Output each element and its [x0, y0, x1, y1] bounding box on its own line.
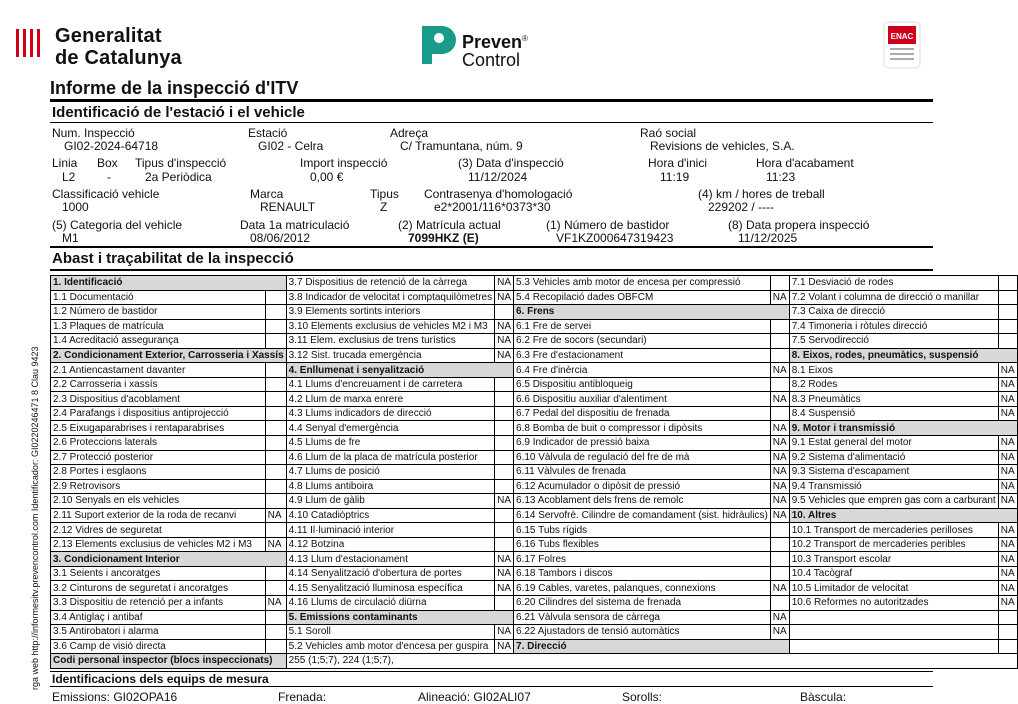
equip-sorolls: Sorolls:: [622, 690, 663, 704]
item-cell: 4.3 Llums indicadors de direcció: [286, 406, 494, 421]
km-value: 229202 / ----: [708, 200, 775, 214]
na-cell: NA: [770, 465, 789, 480]
table-row: [51, 523, 1018, 538]
table-row: [51, 537, 1018, 552]
na-cell: [265, 305, 286, 320]
na-cell: [265, 392, 286, 407]
na-cell: [998, 276, 1017, 291]
na-cell: [265, 639, 286, 654]
inspection-items-table: [50, 275, 1018, 669]
na-cell: [998, 290, 1017, 305]
na-cell: [495, 537, 514, 552]
item-cell: 8.1 Eixos: [789, 363, 998, 378]
item-cell: 6.4 Fre d'inèrcia: [514, 363, 771, 378]
marca-label: Marca: [250, 187, 284, 201]
na-cell: [265, 406, 286, 421]
na-cell: [265, 421, 286, 436]
na-cell: NA: [770, 479, 789, 494]
table-row: [51, 450, 1018, 465]
item-cell: 3.8 Indicador de velocitat i comptaquilòmetres: [286, 290, 494, 305]
na-cell: [265, 465, 286, 480]
na-cell: [770, 377, 789, 392]
item-cell: 3.1 Seients i ancoratges: [51, 566, 266, 581]
linia-value: L2: [62, 170, 76, 184]
na-cell: [495, 508, 514, 523]
item-cell: 2.2 Carrosseria i xassís: [51, 377, 266, 392]
equip-rule-bottom: [50, 686, 933, 687]
organization-name: Generalitat de Catalunya: [55, 25, 182, 69]
table-row: [51, 406, 1018, 421]
na-cell: [265, 334, 286, 349]
marca-value: RENAULT: [260, 200, 316, 214]
item-cell: 4.5 Llums de fre: [286, 436, 494, 451]
equip-frenada: Frenada:: [278, 690, 327, 704]
na-cell: NA: [495, 290, 514, 305]
table-row: [51, 625, 1018, 640]
na-cell: [770, 276, 789, 291]
na-cell: [770, 319, 789, 334]
table-row: [51, 334, 1018, 349]
section-header-cell: 7. Direcció: [514, 639, 790, 654]
data-matriculacio-label: Data 1a matriculació: [240, 218, 350, 232]
item-cell: 2.3 Dispositius d'acoblament: [51, 392, 266, 407]
item-cell: 2.5 Eixugaparabrises i rentaparabrises: [51, 421, 266, 436]
table-row: [51, 610, 1018, 625]
item-cell: 7.3 Caixa de direcció: [789, 305, 998, 320]
na-cell: NA: [265, 508, 286, 523]
table-row: [51, 319, 1018, 334]
table-row: [51, 465, 1018, 480]
prevencontrol-logo: [420, 24, 456, 66]
item-cell: 2.10 Senyals en els vehicles: [51, 494, 266, 509]
item-cell: 5.2 Vehicles amb motor d'encesa per guspira: [286, 639, 494, 654]
item-cell: 4.12 Botzina: [286, 537, 494, 552]
item-cell: 9.5 Vehicles que empren gas com a carburant: [789, 494, 998, 509]
categoria-value: M1: [62, 231, 79, 245]
item-cell: 6.12 Acumulador o dipòsit de pressió: [514, 479, 771, 494]
na-cell: [265, 436, 286, 451]
table-row: [51, 377, 1018, 392]
hora-inici-label: Hora d'inici: [648, 156, 707, 170]
section-rule: [50, 122, 933, 123]
item-cell: 8.4 Suspensió: [789, 406, 998, 421]
equip-emissions: Emissions: GI02OPA16: [52, 690, 178, 704]
box-value: -: [107, 170, 111, 184]
na-cell: NA: [998, 465, 1017, 480]
na-cell: NA: [770, 610, 789, 625]
section-header-cell: 5. Emissions contaminants: [286, 610, 513, 625]
item-cell: 4.9 Llum de gàlib: [286, 494, 494, 509]
item-cell: 3.7 Dispositius de retenció de la càrrega: [286, 276, 494, 291]
na-cell: [998, 305, 1017, 320]
na-cell: NA: [495, 494, 514, 509]
num-inspeccio-value: GI02-2024-64718: [64, 139, 159, 153]
equip-bascula: Bàscula:: [800, 690, 847, 704]
hora-acabament-value: 11:23: [766, 170, 796, 184]
na-cell: NA: [770, 625, 789, 640]
inspector-codes-cell: 255 (1;5;7), 224 (1;5;7),: [286, 654, 1017, 669]
table-row: [51, 276, 1018, 291]
item-cell: 8.3 Pneumàtics: [789, 392, 998, 407]
na-cell: [265, 319, 286, 334]
na-cell: [770, 348, 789, 363]
generalitat-logo: [14, 27, 44, 59]
table-row: [51, 392, 1018, 407]
item-cell: 6.1 Fre de servei: [514, 319, 771, 334]
na-cell: [265, 363, 286, 378]
item-cell: 1.3 Plaques de matrícula: [51, 319, 266, 334]
na-cell: [495, 479, 514, 494]
section-identification-title: Identificació de l'estació i el vehicle: [52, 104, 305, 121]
item-cell: 6.14 Servofrè. Cilindre de comandament (sist. hidràulics): [514, 508, 771, 523]
na-cell: NA: [770, 436, 789, 451]
item-cell: 3.3 Dispositiu de retenció per a infants: [51, 596, 266, 611]
item-cell: 5.4 Recopilació dades OBFCM: [514, 290, 771, 305]
table-row: [51, 639, 1018, 654]
na-cell: [998, 625, 1017, 640]
data-matriculacio-value: 08/06/2012: [250, 231, 311, 245]
na-cell: [998, 610, 1017, 625]
item-cell: 7.4 Timoneria i ròtules direcció: [789, 319, 998, 334]
table-row: [51, 566, 1018, 581]
tipus-inspeccio-label: Tipus d'inspecció: [135, 156, 227, 170]
na-cell: [265, 494, 286, 509]
na-cell: NA: [998, 537, 1017, 552]
na-cell: NA: [998, 450, 1017, 465]
na-cell: NA: [495, 639, 514, 654]
item-cell: 10.3 Transport escolar: [789, 552, 998, 567]
propera-inspeccio-value: 11/12/2025: [738, 231, 798, 245]
item-cell: 2.12 Vidres de seguretat: [51, 523, 266, 538]
enac-logo: [884, 22, 920, 68]
item-cell: 6.13 Acoblament dels frens de remolc: [514, 494, 771, 509]
na-cell: NA: [495, 625, 514, 640]
adreca-value: C/ Tramuntana, núm. 9: [400, 139, 523, 153]
item-cell: 4.15 Senyalització lluminosa específica: [286, 581, 494, 596]
table-row: [51, 596, 1018, 611]
table-row: [51, 421, 1018, 436]
equip-alineacio: Alineació: GI02ALI07: [418, 690, 531, 704]
na-cell: [265, 610, 286, 625]
item-cell: 10.2 Transport de mercaderies peribles: [789, 537, 998, 552]
item-cell: 3.5 Antirobatori i alarma: [51, 625, 266, 640]
rao-social-label: Raó social: [640, 126, 697, 140]
section-header-cell: 8. Eixos, rodes, pneumàtics, suspensió: [789, 348, 1017, 363]
prevencontrol-wordmark: Preven® Control: [462, 32, 528, 70]
item-cell: 6.19 Cables, varetes, palanques, connexions: [514, 581, 771, 596]
na-cell: [495, 523, 514, 538]
estacio-value: GI02 - Celra: [258, 139, 324, 153]
na-cell: NA: [998, 552, 1017, 567]
na-cell: NA: [998, 392, 1017, 407]
item-cell: 5.3 Vehicles amb motor de encesa per compressió: [514, 276, 771, 291]
na-cell: [495, 406, 514, 421]
equip-title: Identificacions dels equips de mesura: [52, 672, 269, 686]
na-cell: NA: [495, 581, 514, 596]
matricula-value: 7099HKZ (E): [408, 231, 479, 245]
item-cell: 8.2 Rodes: [789, 377, 998, 392]
section2-rule-bottom: [50, 269, 933, 271]
item-cell: 1.4 Acreditació assegurança: [51, 334, 266, 349]
tipus-value: Z: [380, 200, 388, 214]
item-cell: 10.4 Tacògraf: [789, 566, 998, 581]
item-cell: 6.15 Tubs rígids: [514, 523, 771, 538]
item-cell: 6.21 Vàlvula sensora de càrrega: [514, 610, 771, 625]
section-header-cell: 3. Condicionament Interior: [51, 552, 287, 567]
na-cell: NA: [998, 406, 1017, 421]
data-inspeccio-value: 11/12/2024: [468, 170, 528, 184]
na-cell: NA: [998, 494, 1017, 509]
section-header-cell: 2. Condicionament Exterior, Carrosseria i Xassís: [51, 348, 287, 363]
item-cell: 3.9 Elements sortints interiors: [286, 305, 494, 320]
report-title: Informe de la inspecció d'ITV: [50, 78, 299, 98]
na-cell: [770, 552, 789, 567]
item-cell: 3.6 Camp de visió directa: [51, 639, 266, 654]
item-cell: 6.5 Dispositiu antibloqueig: [514, 377, 771, 392]
na-cell: [998, 334, 1017, 349]
table-row: [51, 479, 1018, 494]
na-cell: [265, 377, 286, 392]
categoria-label: (5) Categoria del vehicle: [52, 218, 183, 232]
table-row: [51, 348, 1018, 363]
na-cell: NA: [495, 334, 514, 349]
item-cell: 7.1 Desviació de rodes: [789, 276, 998, 291]
item-cell: 2.8 Portes i esglaons: [51, 465, 266, 480]
classificacio-label: Classificació vehicle: [52, 187, 160, 201]
item-cell: 3.4 Antiglaç i antibaf: [51, 610, 266, 625]
na-cell: NA: [998, 596, 1017, 611]
item-cell: 6.22 Ajustadors de tensió automàtics: [514, 625, 771, 640]
item-cell: 4.6 Llum de la placa de matrícula posterior: [286, 450, 494, 465]
item-cell: 4.7 Llums de posició: [286, 465, 494, 480]
box-label: Box: [97, 156, 118, 170]
data-inspeccio-label: (3) Data d'inspecció: [458, 156, 564, 170]
item-cell: 4.11 Il·luminació interior: [286, 523, 494, 538]
na-cell: [770, 566, 789, 581]
section-header-cell: Codi personal inspector (blocs inspeccionats): [51, 654, 287, 669]
na-cell: NA: [265, 537, 286, 552]
na-cell: NA: [495, 319, 514, 334]
item-cell: 3.10 Elements exclusius de vehicles M2 i M3: [286, 319, 494, 334]
na-cell: [998, 319, 1017, 334]
na-cell: NA: [770, 290, 789, 305]
svg-text:ENAC: ENAC: [890, 32, 914, 41]
num-inspeccio-label: Num. Inspecció: [52, 126, 135, 140]
na-cell: [770, 334, 789, 349]
item-cell: 4.16 Llums de circulació diürna: [286, 596, 494, 611]
item-cell: 6.11 Vàlvules de frenada: [514, 465, 771, 480]
item-cell: 4.2 Llum de marxa enrere: [286, 392, 494, 407]
estacio-label: Estació: [248, 126, 288, 140]
item-cell: 6.2 Fre de socors (secundari): [514, 334, 771, 349]
item-cell: 6.8 Bomba de buit o compressor i dipòsits: [514, 421, 771, 436]
item-cell: 6.17 Folres: [514, 552, 771, 567]
item-cell: 2.4 Parafangs i dispositius antiprojecció: [51, 406, 266, 421]
bastidor-value: VF1KZ000647319423: [556, 231, 674, 245]
na-cell: [495, 377, 514, 392]
rao-social-value: Revisions de vehicles, S.A.: [650, 139, 795, 153]
table-row: [51, 552, 1018, 567]
item-cell: 4.10 Catadiòptrics: [286, 508, 494, 523]
linia-label: Linia: [52, 156, 78, 170]
na-cell: NA: [998, 581, 1017, 596]
hora-inici-value: 11:19: [660, 170, 690, 184]
na-cell: [265, 566, 286, 581]
na-cell: [998, 639, 1017, 654]
na-cell: [495, 392, 514, 407]
section-header-cell: 10. Altres: [789, 508, 1017, 523]
na-cell: [265, 290, 286, 305]
table-row: [51, 290, 1018, 305]
na-cell: [265, 450, 286, 465]
item-cell: 7.5 Servodirecció: [789, 334, 998, 349]
item-cell: 4.8 Llums antiboira: [286, 479, 494, 494]
item-cell: 2.6 Proteccions laterals: [51, 436, 266, 451]
section-header-cell: 4. Enllumenat i senyalització: [286, 363, 513, 378]
na-cell: [770, 596, 789, 611]
table-row: [51, 494, 1018, 509]
na-cell: NA: [495, 552, 514, 567]
item-cell: 1.1 Documentació: [51, 290, 266, 305]
item-cell: [789, 625, 998, 640]
item-cell: 10.6 Reformes no autoritzades: [789, 596, 998, 611]
item-cell: 6.7 Pedal del dispositiu de frenada: [514, 406, 771, 421]
na-cell: NA: [998, 479, 1017, 494]
item-cell: 6.6 Dispositiu auxiliar d'alentiment: [514, 392, 771, 407]
table-row: [51, 654, 1018, 669]
item-cell: 9.4 Transmissió: [789, 479, 998, 494]
section-header-cell: 6. Frens: [514, 305, 790, 320]
item-cell: 6.18 Tambors i discos: [514, 566, 771, 581]
na-cell: NA: [998, 377, 1017, 392]
table-row: [51, 305, 1018, 320]
item-cell: 3.11 Elem. exclusius de trens turístics: [286, 334, 494, 349]
item-cell: 6.10 Vàlvula de regulació del fre de mà: [514, 450, 771, 465]
na-cell: [495, 596, 514, 611]
tipus-label: Tipus: [370, 187, 399, 201]
na-cell: NA: [998, 566, 1017, 581]
item-cell: 4.1 Llums d'encreuament i de carretera: [286, 377, 494, 392]
item-cell: 3.2 Cinturons de seguretat i ancoratges: [51, 581, 266, 596]
na-cell: NA: [998, 436, 1017, 451]
na-cell: [495, 421, 514, 436]
side-verification-text: rga web http://informesitv.prevencontrol.com Identificador: GI0220246471 8 Clau 9423: [30, 346, 40, 690]
na-cell: NA: [770, 363, 789, 378]
item-cell: 9.1 Estat general del motor: [789, 436, 998, 451]
na-cell: NA: [495, 348, 514, 363]
table-row: [51, 508, 1018, 523]
na-cell: [265, 581, 286, 596]
na-cell: NA: [770, 508, 789, 523]
na-cell: [495, 305, 514, 320]
import-value: 0,00 €: [310, 170, 344, 184]
item-cell: 9.3 Sistema d'escapament: [789, 465, 998, 480]
contrasenya-label: Contrasenya d'homologació: [424, 187, 573, 201]
item-cell: 2.9 Retrovisors: [51, 479, 266, 494]
item-cell: [789, 639, 998, 654]
title-rule: [50, 99, 933, 102]
item-cell: [789, 610, 998, 625]
item-cell: 10.1 Transport de mercaderies perilloses: [789, 523, 998, 538]
item-cell: 5.1 Soroll: [286, 625, 494, 640]
item-cell: 2.13 Elements exclusius de vehicles M2 i M3: [51, 537, 266, 552]
item-cell: 1.2 Número de bastidor: [51, 305, 266, 320]
na-cell: NA: [770, 392, 789, 407]
adreca-label: Adreça: [390, 126, 429, 140]
classificacio-value: 1000: [62, 200, 89, 214]
na-cell: [770, 537, 789, 552]
na-cell: [495, 436, 514, 451]
item-cell: 10.5 Limitador de velocitat: [789, 581, 998, 596]
section2-rule-top: [50, 246, 933, 248]
km-label: (4) km / hores de treball: [698, 187, 825, 201]
na-cell: [265, 625, 286, 640]
na-cell: NA: [770, 581, 789, 596]
na-cell: [770, 523, 789, 538]
item-cell: 2.7 Protecció posterior: [51, 450, 266, 465]
na-cell: NA: [265, 596, 286, 611]
item-cell: 4.14 Senyalització d'obertura de portes: [286, 566, 494, 581]
section-header-cell: 9. Motor i transmissió: [789, 421, 1017, 436]
hora-acabament-label: Hora d'acabament: [756, 156, 854, 170]
na-cell: [495, 465, 514, 480]
na-cell: [495, 450, 514, 465]
na-cell: [770, 406, 789, 421]
na-cell: NA: [998, 363, 1017, 378]
item-cell: 6.20 Cilindres del sistema de frenada: [514, 596, 771, 611]
section-header-cell: 1. Identificació: [51, 276, 287, 291]
propera-inspeccio-label: (8) Data propera inspecció: [728, 218, 870, 232]
na-cell: [265, 479, 286, 494]
tipus-inspeccio-value: 2a Periòdica: [145, 170, 212, 184]
import-label: Import inspecció: [300, 156, 388, 170]
item-cell: 3.12 Sist. trucada emergència: [286, 348, 494, 363]
na-cell: NA: [770, 450, 789, 465]
matricula-label: (2) Matrícula actual: [398, 218, 501, 232]
na-cell: NA: [770, 494, 789, 509]
item-cell: 9.2 Sistema d'alimentació: [789, 450, 998, 465]
item-cell: 4.13 Llum d'estacionament: [286, 552, 494, 567]
na-cell: [265, 523, 286, 538]
contrasenya-value: e2*2001/116*0373*30: [434, 200, 551, 214]
bastidor-label: (1) Número de bastidor: [546, 218, 670, 232]
table-row: [51, 363, 1018, 378]
item-cell: 6.9 Indicador de pressió baixa: [514, 436, 771, 451]
item-cell: 7.2 Volant i columna de direcció o manillar: [789, 290, 998, 305]
na-cell: NA: [495, 566, 514, 581]
section-abast-title: Abast i traçabilitat de la inspecció: [52, 250, 294, 267]
na-cell: NA: [998, 523, 1017, 538]
table-row: [51, 436, 1018, 451]
table-row: [51, 581, 1018, 596]
na-cell: NA: [495, 276, 514, 291]
item-cell: 6.3 Fre d'estacionament: [514, 348, 771, 363]
item-cell: 6.16 Tubs flexibles: [514, 537, 771, 552]
item-cell: 2.11 Suport exterior de la roda de recanvi: [51, 508, 266, 523]
item-cell: 2.1 Antiencastament davanter: [51, 363, 266, 378]
na-cell: NA: [770, 421, 789, 436]
item-cell: 4.4 Senyal d'emergència: [286, 421, 494, 436]
